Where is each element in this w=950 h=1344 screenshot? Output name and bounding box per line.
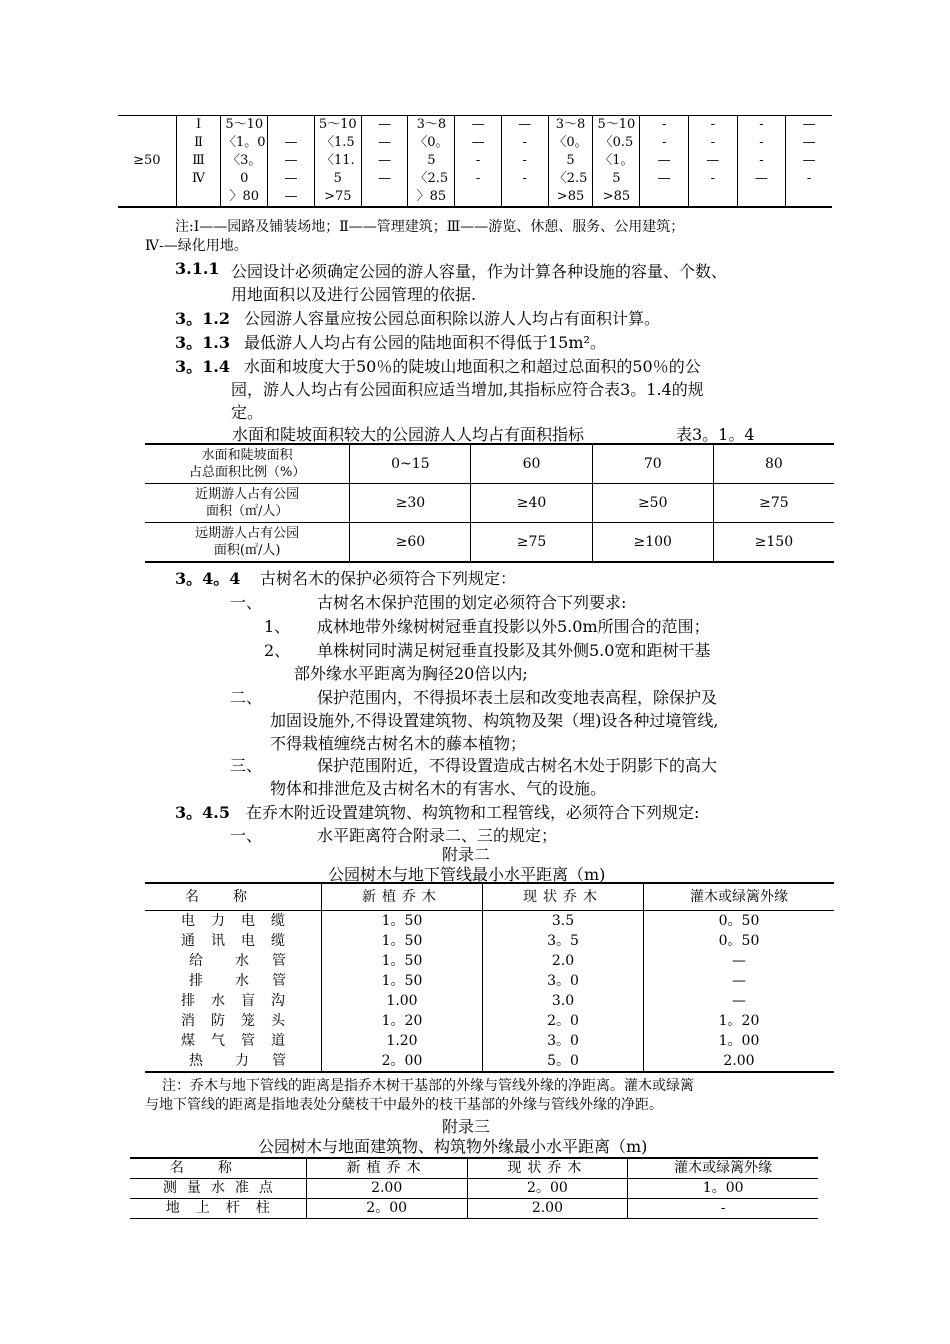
table-cell: 2.0	[483, 951, 644, 971]
table-cell: 1。00	[628, 1179, 818, 1199]
column-header: 现状乔木	[467, 1158, 628, 1179]
clause-text: 最低游人人均占有公园的陆地面积不得低于15m²。	[244, 333, 606, 352]
table-header-row	[130, 1158, 818, 1179]
table-note: Ⅳ-—绿化用地。	[145, 238, 248, 254]
table-row	[118, 116, 832, 208]
row-header: 近期游人占有公园 面积（㎡/人）	[145, 484, 350, 523]
table-note: 注：乔木与地下管线的距离是指乔木树干基部的外缘与管线外缘的净距离。灌木或绿篱	[162, 1078, 694, 1094]
list-item: 古树名木保护范围的划定必须符合下列要求:	[317, 593, 627, 612]
area-label-cell: ≥50	[133, 153, 161, 168]
table-cell: ≥50	[592, 484, 713, 523]
table-cell: - - - —	[737, 116, 786, 208]
list-item: 保护范围内，不得损坏表土层和改变地表高程，除保护及	[317, 688, 718, 707]
column-header: 新植乔木	[306, 1158, 467, 1179]
table-row	[145, 911, 834, 932]
column-header: 现状乔木	[483, 883, 644, 911]
table-row	[145, 1031, 834, 1051]
list-marker: 三、	[230, 756, 263, 775]
table-cell: 5。0	[483, 1051, 644, 1072]
table-row	[145, 523, 834, 563]
clause-number: 3。4。4	[175, 569, 241, 588]
list-marker: 2、	[264, 641, 291, 660]
table-cell: 60	[471, 444, 592, 484]
table-cell: ≥60	[350, 523, 471, 563]
table-row	[145, 931, 834, 951]
clause-number: 3。1.3	[175, 333, 230, 352]
pipeline-name: 排 水 管	[189, 973, 286, 989]
table-cell: 1。20	[644, 1011, 835, 1031]
column-header: 名称	[145, 883, 322, 911]
table-cell: 70	[592, 444, 713, 484]
clause-number: 3.1.1	[175, 259, 220, 278]
table-note: 与地下管线的距离是指地表处分蘖枝干中最外的枝干基部的外缘与管线外缘的净距。	[145, 1097, 663, 1113]
table-cell: 0。50	[644, 931, 835, 951]
appendix-title: 公园树木与地下管线最小水平距离（m)	[328, 865, 606, 884]
table-cell: — — — —	[361, 116, 408, 208]
table-cell: 3.0	[483, 991, 644, 1011]
table-cell: ≥150	[713, 523, 834, 563]
table-cell: 3.5	[483, 911, 644, 932]
table-cell: 1。20	[322, 1011, 483, 1031]
building-distance-table	[130, 1157, 818, 1219]
table-cell: Ⅰ Ⅱ Ⅲ Ⅳ	[176, 116, 221, 208]
column-header: 名称	[169, 1160, 266, 1176]
column-header: 灌木或绿篱外缘	[644, 883, 835, 911]
table-cell: — — — -	[786, 116, 832, 208]
table-row	[145, 951, 834, 971]
table-row	[145, 484, 834, 523]
table-cell: 5～10 〈1.5 〈11. 5 >75	[314, 116, 361, 208]
table-cell: 3～8 〈0。 5 〈2.5 >85	[548, 116, 593, 208]
appendix-title: 公园树木与地面建筑物、构筑物外缘最小水平距离（m)	[258, 1137, 648, 1156]
table-cell: 2.00	[644, 1051, 835, 1072]
table-cell: ≥100	[592, 523, 713, 563]
table-cell: - - — -	[688, 116, 737, 208]
table-cell: ≥30	[350, 484, 471, 523]
list-marker: 1、	[264, 617, 291, 636]
table-row	[145, 971, 834, 991]
table-note: 注:Ⅰ——园路及铺装场地；Ⅱ——管理建筑；Ⅲ——游览、休憩、服务、公用建筑；	[175, 219, 685, 235]
pipeline-name: 煤 气 管 道	[181, 1033, 285, 1049]
table-cell: 1。00	[644, 1031, 835, 1051]
table-cell: 1。50	[322, 931, 483, 951]
appendix-heading: 附录三	[442, 1117, 491, 1136]
clause-text: 在乔木附近设置建筑物、构筑物和工程管线，必须符合下列规定:	[246, 803, 700, 822]
pipeline-name: 排 水 盲 沟	[181, 993, 285, 1009]
table-cell: ≥75	[713, 484, 834, 523]
table-cell: 5～10 〈1。0 〈3。 0 〉80	[221, 116, 268, 208]
row-header: 远期游人占有公园 面积(㎡/人)	[145, 523, 350, 563]
table-caption: 水面和陡坡面积较大的公园游人人均占有面积指标	[232, 425, 585, 444]
table-cell: 3～8 〈0。 5 〈2.5 〉85	[408, 116, 455, 208]
table-cell: 2。00	[306, 1199, 467, 1219]
column-header: 灌木或绿篱外缘	[628, 1158, 818, 1179]
pipeline-name: 电 力 电 缆	[181, 913, 285, 929]
structure-name: 测 量 水 准 点	[130, 1179, 306, 1199]
table-cell: — — - -	[455, 116, 502, 208]
clause-number: 3。4.5	[175, 803, 230, 822]
table-cell: —	[644, 991, 835, 1011]
table-cell: 3。0	[483, 1031, 644, 1051]
table-cell: — — — —	[268, 116, 315, 208]
table-cell: 2.00	[467, 1199, 628, 1219]
pipeline-name: 热 力 管	[189, 1053, 286, 1069]
clause-text: 定。	[231, 403, 264, 422]
row-header: 水面和陡坡面积 占总面积比例（%）	[188, 448, 306, 480]
clause-text: 园，游人人均占有公园面积应适当增加,其指标应符合表3。1.4的规	[231, 380, 704, 399]
pipeline-name: 消 防 笼 头	[181, 1013, 285, 1029]
clause-text: 公园游人容量应按公园总面积除以游人人均占有面积计算。	[244, 309, 661, 328]
structure-name: 地 上 杆 柱	[130, 1199, 306, 1219]
table-header-row	[145, 883, 834, 911]
clause-text: 古树名木的保护必须符合下列规定：	[260, 569, 517, 588]
clause-text: 水面和坡度大于50％的陡坡山地面积之和超过总面积的50％的公	[244, 357, 701, 376]
table-cell: 0~15	[350, 444, 471, 484]
column-header: 新植乔木	[322, 883, 483, 911]
clause-text: 用地面积以及进行公园管理的依据.	[231, 285, 477, 304]
list-marker: 二、	[230, 688, 263, 707]
table-row	[130, 1179, 818, 1199]
list-item: 单株树同时满足树冠垂直投影及其外侧5.0宽和距树干基	[317, 641, 711, 660]
table-cell: 2.00	[306, 1179, 467, 1199]
table-row	[130, 1199, 818, 1219]
list-item: 水平距离符合附录二、三的规定；	[317, 826, 558, 845]
table-cell: ≥40	[471, 484, 592, 523]
list-item: 保护范围附近，不得设置造成古树名木处于阴影下的高大	[317, 756, 718, 775]
table-cell: 2。0	[483, 1011, 644, 1031]
table-cell: 2。00	[322, 1051, 483, 1072]
table-cell: - - — —	[640, 116, 689, 208]
pipeline-name: 给 水 管	[189, 953, 286, 969]
clause-number: 3。1.4	[175, 357, 230, 376]
table-cell: 1。50	[322, 951, 483, 971]
list-marker: 一、	[230, 593, 263, 612]
table-cell: —	[644, 951, 835, 971]
table-cell: ≥75	[471, 523, 592, 563]
table-row	[145, 1011, 834, 1031]
clause-number: 3。1.2	[175, 309, 230, 328]
table-row	[145, 444, 834, 484]
table-cell: —	[644, 971, 835, 991]
list-item: 物体和排泄危及古树名木的有害水、气的设施。	[270, 779, 607, 798]
table-cell: 1。50	[322, 911, 483, 932]
table-cell: -	[628, 1199, 818, 1219]
table-cell: 1。50	[322, 971, 483, 991]
table-cell: 3。5	[483, 931, 644, 951]
area-index-table	[145, 443, 834, 563]
underground-pipeline-table	[145, 882, 834, 1073]
table-cell: — - - -	[501, 116, 548, 208]
appendix-heading: 附录二	[442, 845, 491, 864]
list-item: 部外缘水平距离为胸径20倍以内;	[294, 664, 528, 683]
table-cell: 1.00	[322, 991, 483, 1011]
list-item: 不得栽植缠绕古树名木的藤本植物；	[270, 734, 527, 753]
list-item: 加固设施外,不得设置建筑物、构筑物及架（埋)设各种过境管线,	[270, 711, 719, 730]
table-cell: 1.20	[322, 1031, 483, 1051]
table-cell: 2。00	[467, 1179, 628, 1199]
list-item: 成林地带外缘树树冠垂直投影以外5.0m所围合的范围；	[317, 617, 710, 636]
clause-text: 公园设计必须确定公园的游人容量，作为计算各种设施的容量、个数、	[231, 262, 728, 281]
table-cell: 5～10 〈0.5 〈1。 5 >85	[593, 116, 640, 208]
table-row	[145, 991, 834, 1011]
table-cell: 80	[713, 444, 834, 484]
table-cell: 3。0	[483, 971, 644, 991]
pipeline-name: 通 讯 电 缆	[181, 933, 285, 949]
table-number: 表3。1。4	[676, 425, 755, 444]
table-cell: 0。50	[644, 911, 835, 932]
list-marker: 一、	[230, 826, 263, 845]
table-row	[145, 1051, 834, 1072]
land-use-table	[118, 115, 832, 208]
